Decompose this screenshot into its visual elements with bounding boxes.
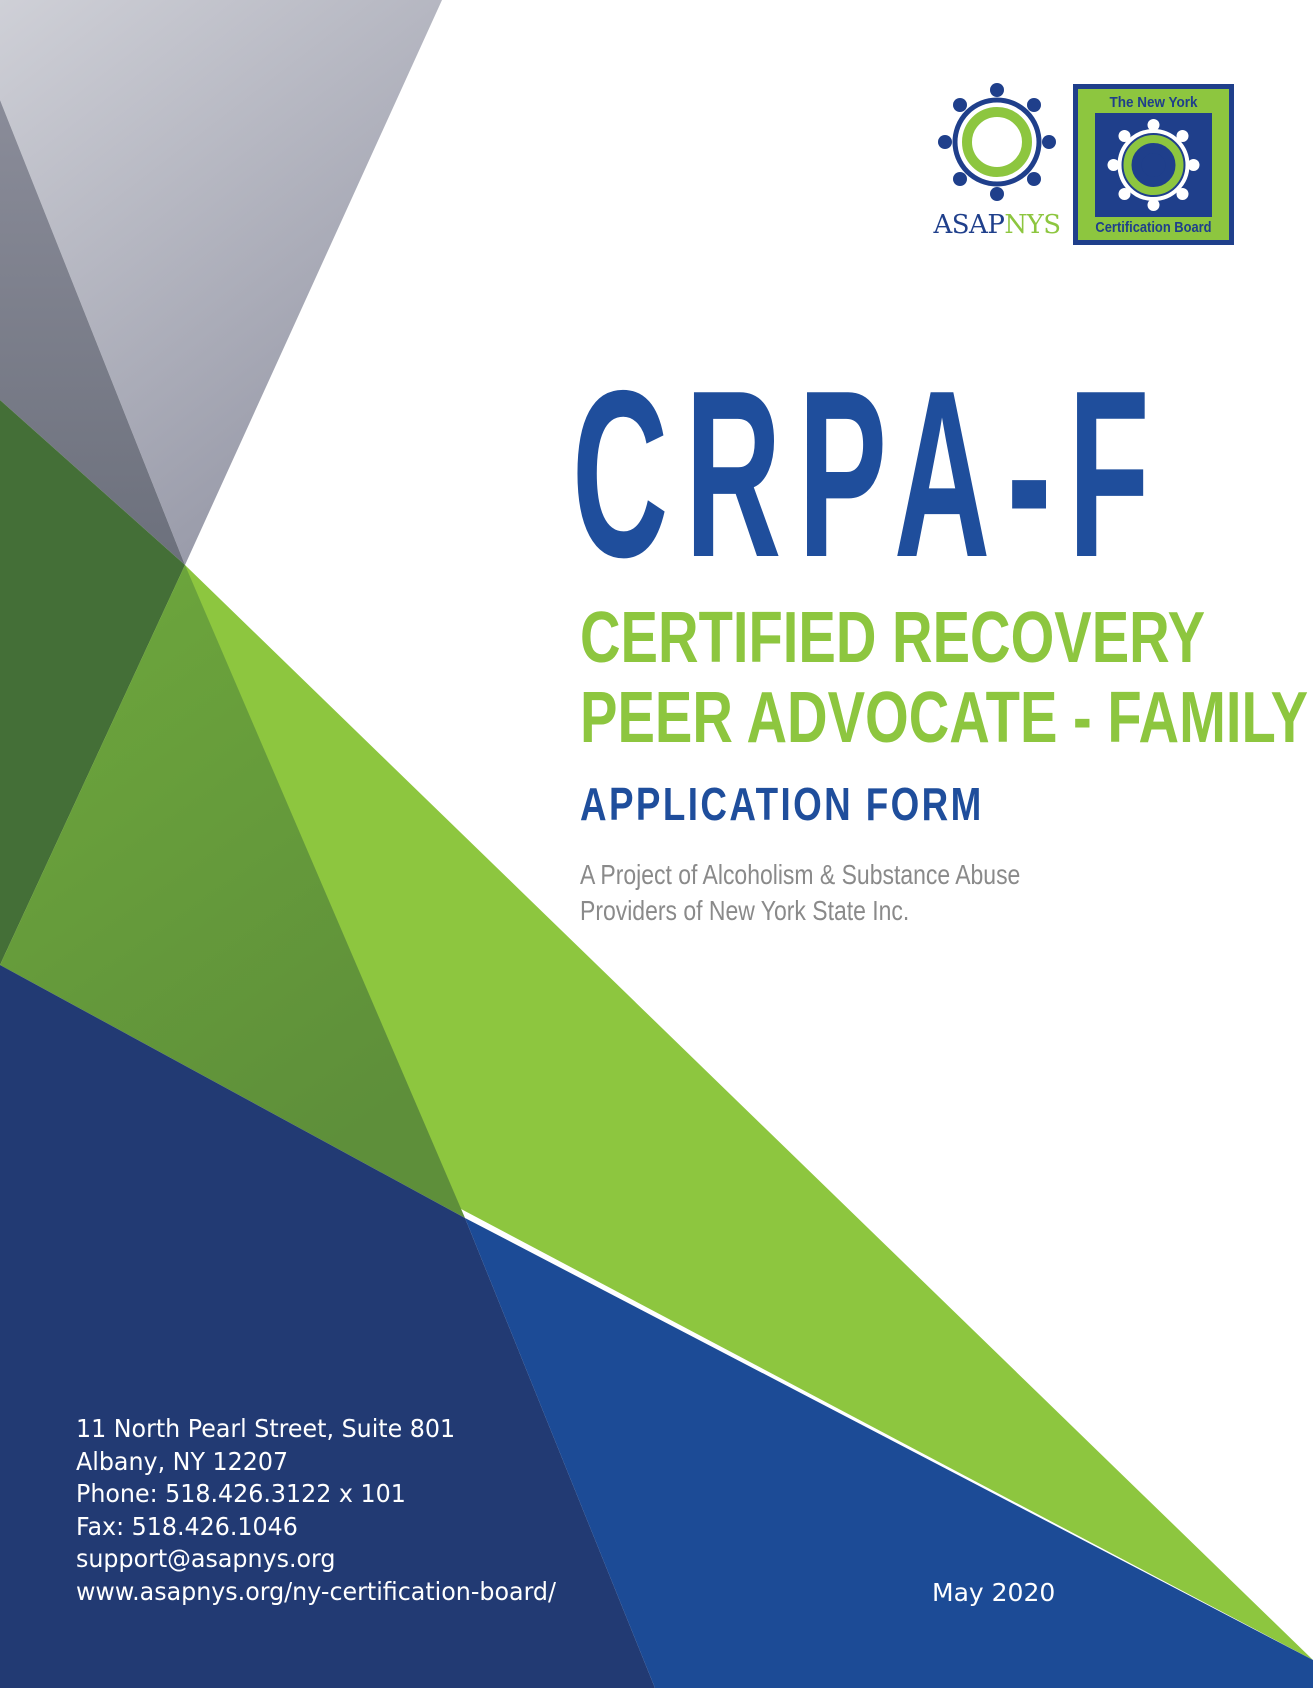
email-link[interactable]: support@asapnys.org <box>76 1544 336 1574</box>
page-title: CRPA-F <box>572 342 1167 607</box>
address-line-1: 11 North Pearl Street, Suite 801 <box>76 1414 456 1443</box>
publication-date: May 2020 <box>932 1578 1056 1607</box>
fax-number: Fax: 518.426.1046 <box>76 1511 298 1541</box>
board-emblem <box>1095 113 1212 217</box>
form-label: APPLICATION FORM <box>580 778 984 830</box>
certification-name <box>580 598 1309 758</box>
board-logo-bottom-text: Certification Board <box>1095 219 1212 236</box>
certification-board-logo <box>1073 84 1234 245</box>
address-line-2: Albany, NY 12207 <box>76 1446 289 1476</box>
subtitle-line-2: PEER ADVOCATE - FAMILY <box>580 678 1309 758</box>
subtitle-line-1: CERTIFIED RECOVERY <box>580 598 1206 678</box>
board-logo-top-text: The New York <box>1109 94 1198 111</box>
asapnys-logo <box>928 80 1066 248</box>
project-line-1: A Project of Alcoholism & Substance Abuse <box>580 859 1021 890</box>
asapnys-wordmark: ASAPNYS <box>933 210 1061 240</box>
website-link[interactable]: www.asapnys.org/ny-certification-board/ <box>76 1576 557 1606</box>
project-line-2: Providers of New York State Inc. <box>580 895 910 926</box>
contact-block <box>76 1413 556 1609</box>
people-circle-icon <box>928 80 1066 210</box>
people-circle-icon <box>1095 113 1212 217</box>
project-description <box>580 857 1020 929</box>
phone-number: Phone: 518.426.3122 x 101 <box>76 1479 406 1509</box>
